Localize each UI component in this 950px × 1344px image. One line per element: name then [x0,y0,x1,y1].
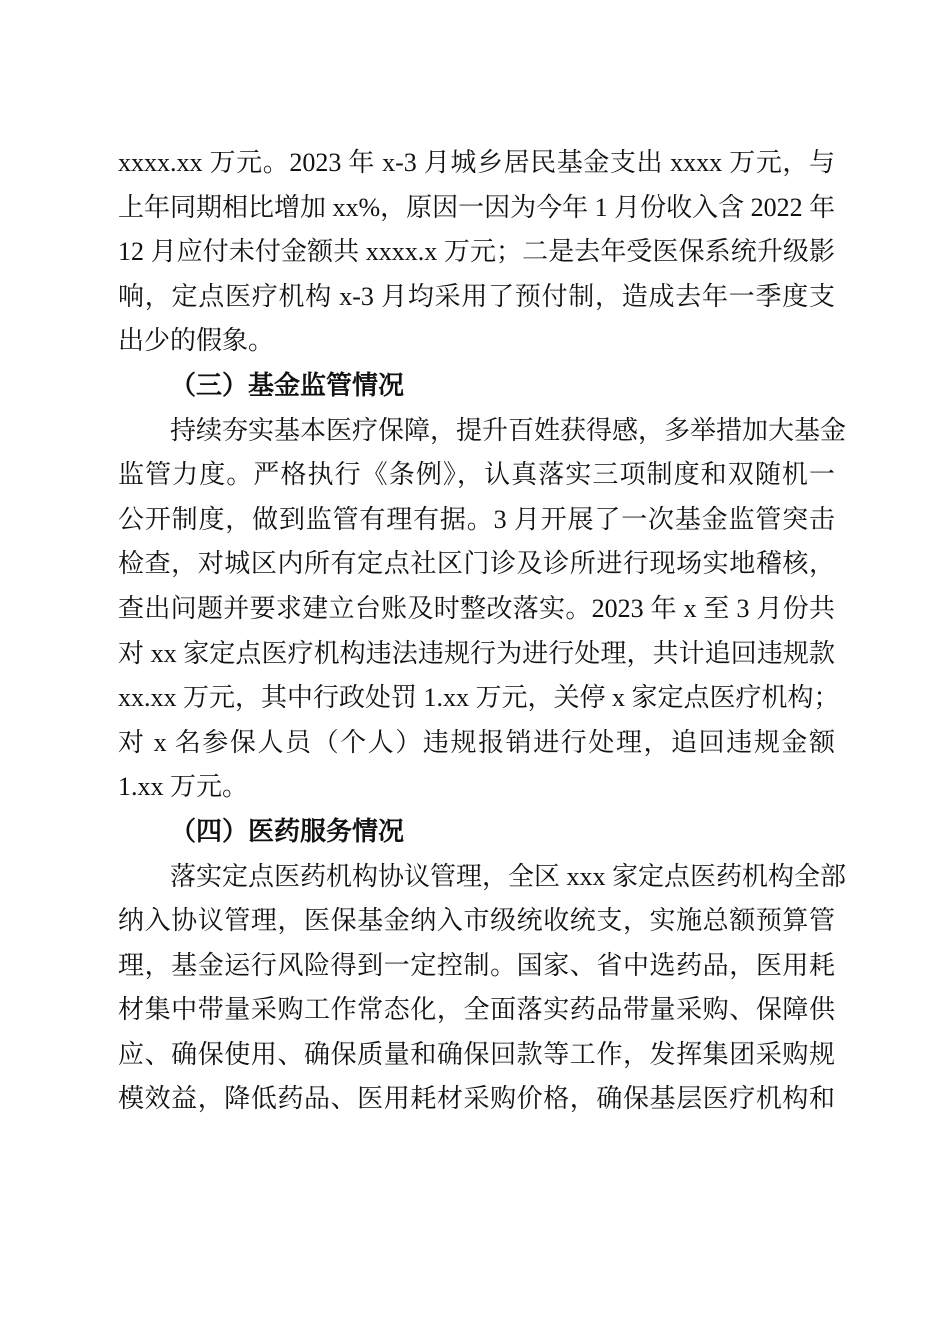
text-line: 模效益，降低药品、医用耗材采购价格，确保基层医疗机构和 [118,1084,835,1114]
text-line: 12 月应付未付金额共 xxxx.x 万元；二是去年受医保系统升级影 [118,237,835,267]
text-line: 应、确保使用、确保质量和确保回款等工作，发挥集团采购规 [118,1039,835,1069]
document-body [118,141,847,1122]
text-line: 落实定点医药机构协议管理，全区 xxx 家定点医药机构全部 [170,861,847,891]
text-line: 1.xx 万元。 [118,772,249,802]
heading-medical-services: （四）医药服务情况 [170,816,405,846]
text-line: xxxx.xx 万元。2023 年 x-3 月城乡居民基金支出 xxxx 万元，与 [118,148,835,177]
text-line: 对 x 名参保人员（个人）违规报销进行处理，追回违规金额 [118,727,835,757]
text-line: 材集中带量采购工作常态化，全面落实药品带量采购、保障供 [118,995,835,1025]
text-line: 检查，对城区内所有定点社区门诊及诊所进行现场实地稽核， [118,549,835,579]
text-line: 持续夯实基本医疗保障，提升百姓获得感，多举措加大基金 [170,415,847,445]
heading-fund-supervision: （三）基金监管情况 [170,370,405,400]
text-line: 监管力度。严格执行《条例》，认真落实三项制度和双随机一 [118,460,835,490]
text-line: 上年同期相比增加 xx%，原因一因为今年 1 月份收入含 2022 年 [118,192,836,222]
text-line: 响，定点医疗机构 x-3 月均采用了预付制，造成去年一季度支 [118,281,835,311]
text-line: 查出问题并要求建立台账及时整改落实。2023 年 x 至 3 月份共 [118,593,835,623]
text-line: xx.xx 万元，其中行政处罚 1.xx 万元，关停 x 家定点医疗机构； [118,683,840,713]
text-line: 公开制度，做到监管有理有据。3 月开展了一次基金监管突击 [118,504,835,534]
text-line: 对 xx 家定点医疗机构违法违规行为进行处理，共计追回违规款 [118,638,835,668]
text-line: 纳入协议管理，医保基金纳入市级统收统支，实施总额预算管 [118,906,835,936]
text-line: 理，基金运行风险得到一定控制。国家、省中选药品，医用耗 [118,950,835,980]
text-line: 出少的假象。 [118,326,275,356]
